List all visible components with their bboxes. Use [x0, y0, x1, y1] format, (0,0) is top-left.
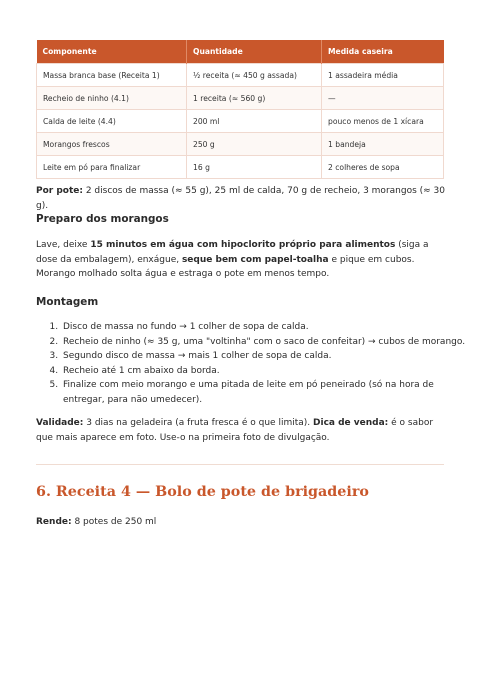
strawberries-paragraph — [36, 238, 446, 282]
list-item: 2. Recheio de ninho (≈ 35 g, uma "voltinha" com o saco de confeitar) → cubos de morango. — [61, 335, 471, 350]
text-span: é o sabor que mais aparece em foto. Use-o na primeira foto de divulgação. — [36, 418, 434, 443]
bold-span: 15 minutos em água com hipoclorito próprio para alimentos — [90, 240, 396, 250]
table-cell: pouco menos de 1 xícara — [322, 110, 444, 133]
per-pot-label: Por pote: — [36, 186, 83, 196]
text-span: 3 dias na geladeira (a fruta fresca é o que limita). — [83, 418, 314, 428]
table-row — [37, 156, 444, 179]
table-cell: Morangos frescos — [37, 133, 187, 156]
table-cell: Massa branca base (Receita 1) — [37, 64, 187, 87]
ingredients-table — [36, 40, 444, 179]
section-title: 6. Receita 4 — Bolo de pote de brigadeiro — [36, 484, 369, 500]
table-cell: 200 ml — [187, 110, 322, 133]
table-row — [37, 133, 444, 156]
text-span: Lave, deixe — [36, 240, 91, 250]
column-header: Componente — [37, 40, 187, 64]
table-row — [37, 87, 444, 110]
sales-tip-label: Dica de venda: — [313, 418, 389, 428]
strawberries-heading: Preparo dos morangos — [36, 213, 169, 225]
yield-paragraph — [36, 515, 446, 530]
list-item: 5. Finalize com meio morango e uma pitada de leite em pó peneirado (só na hora de entregar, para não umedecer). — [61, 378, 471, 407]
per-pot-paragraph — [36, 184, 446, 213]
validity-label: Validade: — [36, 418, 84, 428]
yield-label: Rende: — [36, 517, 72, 527]
table-cell: Calda de leite (4.4) — [37, 110, 187, 133]
table-row — [37, 64, 444, 87]
list-item: 4. Recheio até 1 cm abaixo da borda. — [61, 364, 471, 379]
table-cell: Leite em pó para finalizar — [37, 156, 187, 179]
list-item: 3. Segundo disco de massa → mais 1 colher de sopa de calda. — [61, 349, 471, 364]
assembly-heading: Montagem — [36, 296, 99, 308]
list-item: 1. Disco de massa no fundo → 1 colher de sopa de calda. — [61, 320, 471, 335]
table-header-row — [37, 40, 444, 64]
text-span: (siga a dose da embalagem), enxágue, — [36, 240, 429, 265]
bold-span: seque bem com papel-toalha — [181, 254, 329, 265]
table-cell: 2 colheres de sopa — [322, 156, 444, 179]
yield-text: 8 potes de 250 ml — [71, 517, 157, 527]
assembly-steps — [36, 320, 471, 408]
table-row — [37, 110, 444, 133]
table-cell: ½ receita (≈ 450 g assada) — [187, 64, 322, 87]
column-header: Quantidade — [187, 40, 322, 64]
table-cell: 16 g — [187, 156, 322, 179]
table-cell: — — [322, 87, 444, 110]
table-cell: 1 receita (≈ 560 g) — [187, 87, 322, 110]
column-header: Medida caseira — [322, 40, 444, 64]
table-cell: 1 assadeira média — [322, 64, 444, 87]
per-pot-text: 2 discos de massa (≈ 55 g), 25 ml de calda, 70 g de recheio, 3 morangos (≈ 30 g). — [36, 186, 445, 211]
validity-paragraph — [36, 416, 446, 445]
text-span: e pique em cubos. Morango molhado solta água e estraga o pote em menos tempo. — [36, 254, 415, 280]
table-cell: Recheio de ninho (4.1) — [37, 87, 187, 110]
section-divider — [36, 464, 444, 465]
table-cell: 1 bandeja — [322, 133, 444, 156]
table-cell: 250 g — [187, 133, 322, 156]
